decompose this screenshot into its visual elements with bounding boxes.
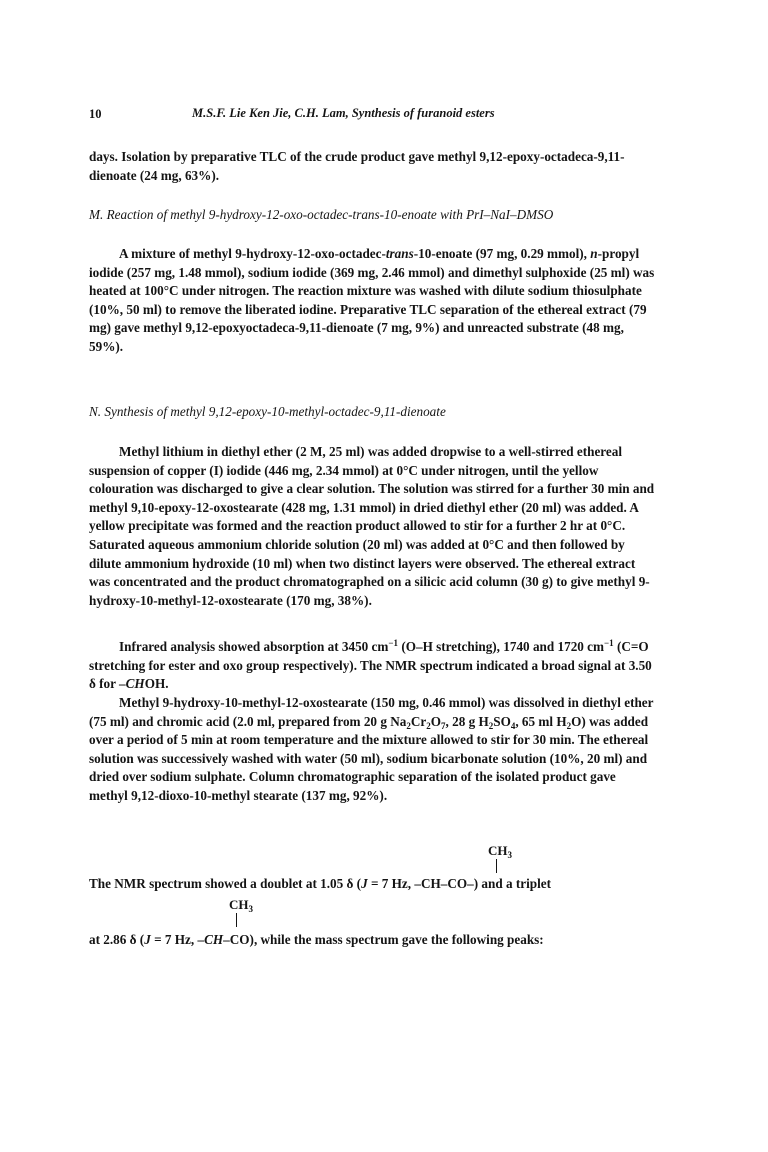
paragraph-continued: days. Isolation by preparative TLC of the crude product gave methyl 9,12-epoxy-octadeca-9,11-dienoate (24 mg, 63%). [89,149,625,183]
running-head: M.S.F. Lie Ken Jie, C.H. Lam, Synthesis of furanoid esters [192,106,495,120]
page-number: 10 [89,107,102,121]
bond-line [236,913,237,927]
nmr-line-1: The NMR spectrum showed a doublet at 1.05 δ (J = 7 Hz, –CH–CO–) and a triplet [89,876,551,891]
section-n-paragraph-2: Infrared analysis showed absorption at 3450 $cm^{-1}$ (O–H stretching), 1740 and 1720 $cm^{-1}$ (C=O stretching for ester and oxo group respectively). The NMR spectrum indicated a broad signal at 3.50 δ for –CHOH. [89,638,652,692]
section-n-paragraph-1: Methyl lithium in diethyl ether (2 M, 25 ml) was added dropwise to a well-stirred ethereal suspension of copper (I) iodide (446 mg, 2.34 mmol) at 0°C under nitrogen, until the yellow colouration was discharged to give a clear solution. The solution was stirred for a further 30 min and methyl 9,10-epoxy-12-oxostearate (428 mg, 1.31 mmol) in dried diethyl ether (20 ml) was added. A yellow precipitate was formed and the reaction product allowed to stir for a further 2 hr at 0°C. Saturated aqueous ammonium chloride solution (20 ml) was added at 0°C and then followed by dilute ammonium hydroxide (10 ml) when two distinct layers were observed. The ethereal extract was concentrated and the product chromatographed on a silicic acid column (30 g) to give methyl 9-hydroxy-10-methyl-12-oxostearate (170 mg, 38%). [89,444,655,608]
section-m-paragraph: A mixture of methyl 9-hydroxy-12-oxo-octadec-trans-10-enoate (97 mg, 0.29 mmol), n-propyl iodide (257 mg, 1.48 mmol), sodium iodide (369 mg, 2.46 mmol) and dimethyl sulphoxide (25 ml) was heated at 100°C under nitrogen. The reaction mixture was washed with dilute sodium thiosulphate (10%, 50 ml) to remove the liberated iodine. Preparative TLC separation of the ethereal extract (79 mg) gave methyl 9,12-epoxyoctadeca-9,11-dienoate (7 mg, 9%) and unreacted substrate (48 mg, 59%). [89,246,655,354]
nmr-line-2: at 2.86 δ (J = 7 Hz, –CH–CO), while the mass spectrum gave the following peaks: [89,932,544,947]
section-m-heading: M. Reaction of methyl 9-hydroxy-12-oxo-octadec-trans-10-enoate with PrI–NaI–DMSO [89,207,554,222]
ch3-substituent-label: $CH_3$ [488,843,512,860]
bond-line [496,859,497,873]
section-n-heading: N. Synthesis of methyl 9,12-epoxy-10-methyl-octadec-9,11-dienoate [89,404,446,419]
ch3-substituent-label: $CH_3$ [229,897,253,914]
section-n-paragraph-3: Methyl 9-hydroxy-10-methyl-12-oxostearate (150 mg, 0.46 mmol) was dissolved in diethyl ether (75 ml) and chromic acid (2.0 ml, prepared from 20 g $Na_2Cr_2O_7$, 28 g $H_2SO_4$, 65 ml $H_2O$) was added over a period of 5 min at room temperature and the mixture allowed to stir for 30 min. The ethereal solution was successively washed with water (50 ml), sodium bicarbonate solution (10%, 20 ml) and dried over sodium sulphate. Column chromatographic separation of the isolated product gave methyl 9,12-dioxo-10-methyl stearate (137 mg, 92%). [89,695,654,803]
